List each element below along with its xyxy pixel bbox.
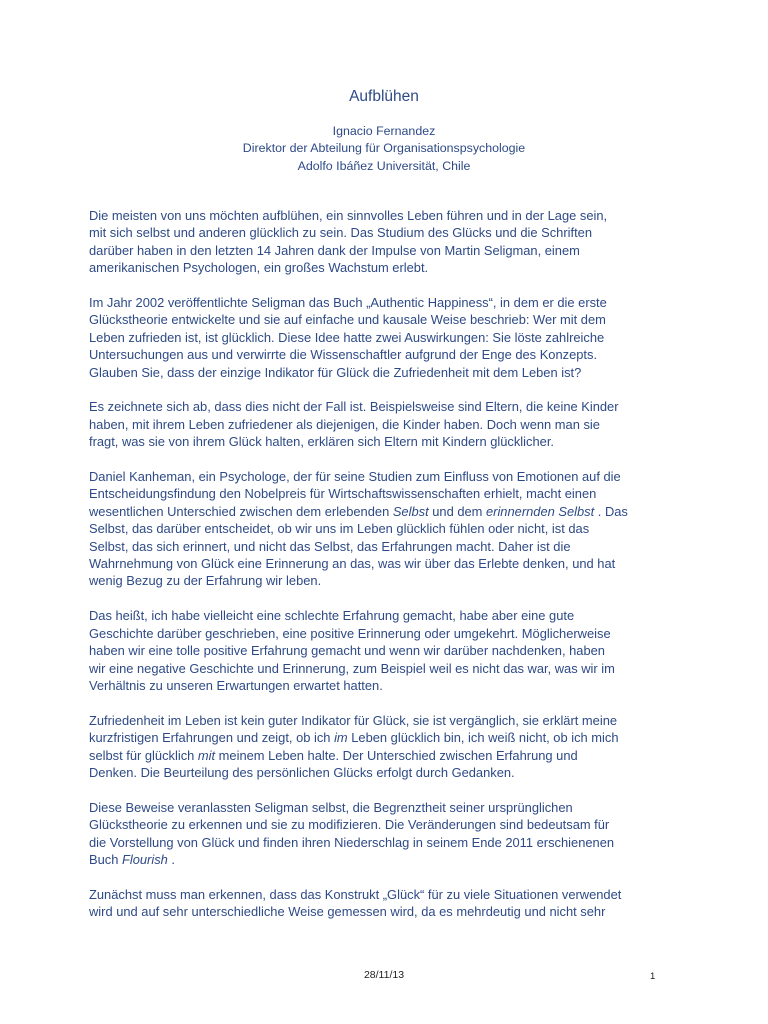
paragraph-line: Glückstheorie entwickelte und sie auf einfache und kausale Weise beschrieb: Wer mit dem bbox=[89, 312, 606, 328]
paragraph bbox=[89, 712, 689, 782]
paragraph-line: wenig Bezug zu der Erfahrung wir leben. bbox=[89, 573, 322, 589]
paragraph bbox=[89, 799, 689, 869]
paragraph-line: Selbst, das darüber entscheidet, ob wir uns im Leben glücklich fühlen oder nicht, ist das bbox=[89, 521, 590, 537]
paragraph bbox=[89, 294, 689, 381]
paragraph-line: Geschichte darüber geschrieben, eine positive Erinnerung oder umgekehrt. Möglicherweise bbox=[89, 625, 611, 641]
paragraph-line: Entscheidungsfindung den Nobelpreis für Wirtschaftswissenschaften erhielt, macht einen bbox=[89, 486, 597, 502]
paragraph-line: Glückstheorie zu erkennen und sie zu modifizieren. Die Veränderungen sind bedeutsam für bbox=[89, 817, 610, 833]
paragraph-line: wird und auf sehr unterschiedliche Weise gemessen wird, da es mehrdeutig und nicht sehr bbox=[89, 904, 606, 920]
paragraph-line: Untersuchungen aus und verwirrte die Wissenschaftler aufgrund der Enge des Konzepts. bbox=[89, 347, 598, 363]
paragraph-line: Daniel Kanheman, ein Psychologe, der für seine Studien zum Einfluss von Emotionen auf die bbox=[89, 469, 621, 485]
paragraph-line: Die meisten von uns möchten aufblühen, ein sinnvolles Leben führen und in der Lage sein, bbox=[89, 208, 608, 223]
paragraph-line: selbst für glücklich mit meinem Leben halte. Der Unterschied zwischen Erfahrung und bbox=[89, 747, 578, 763]
author-institution: Adolfo Ibáñez Universität, Chile bbox=[297, 158, 471, 173]
paragraph-line: Leben zufrieden ist, ist glücklich. Diese Idee hatte zwei Auswirkungen: Sie löste zahlreiche bbox=[89, 329, 605, 345]
paragraph-line: fragt, was sie von ihrem Glück halten, erklären sich Eltern mit Kindern glücklicher. bbox=[89, 434, 554, 450]
author-name: Ignacio Fernandez bbox=[332, 124, 436, 138]
author-block bbox=[0, 123, 768, 175]
document-title: Aufblühen bbox=[349, 88, 419, 105]
paragraph-line: die Vorstellung von Glück und finden ihren Niederschlag in seinem Ende 2011 erschienenen bbox=[89, 834, 615, 850]
paragraph bbox=[89, 468, 689, 590]
body-text bbox=[89, 207, 689, 938]
paragraph-line: haben wir eine tolle positive Erfahrung gemacht und wenn wir darüber nachdenken, haben bbox=[89, 643, 605, 659]
paragraph-line: Buch Flourish . bbox=[89, 851, 175, 867]
paragraph-line: Wahrnehmung von Glück eine Erinnerung an das, was wir über das Erlebte denken, und hat bbox=[89, 556, 616, 572]
paragraph bbox=[89, 398, 689, 450]
paragraph bbox=[89, 207, 689, 277]
paragraph-line: Im Jahr 2002 veröffentlichte Seligman das Buch „Authentic Happiness“, in dem er die erste bbox=[89, 295, 607, 311]
page-number: 1 bbox=[650, 971, 656, 982]
paragraph-line: amerikanischen Psychologen, ein großes Wachstum erlebt. bbox=[89, 260, 429, 276]
paragraph-line: darüber haben in den letzten 14 Jahren dank der Impulse von Martin Seligman, einem bbox=[89, 242, 580, 258]
paragraph-line: wir eine negative Geschichte und Erinnerung, zum Beispiel weil es nicht das war, was wir im bbox=[89, 660, 615, 676]
paragraph-line: haben, mit ihrem Leben zufriedener als diejenigen, die Kinder haben. Doch wenn man sie bbox=[89, 416, 600, 432]
paragraph-line: kurzfristigen Erfahrungen und zeigt, ob ich im Leben glücklich bin, ich weiß nicht, ob ich mich bbox=[89, 730, 619, 746]
footer-date: 28/11/13 bbox=[363, 969, 405, 981]
paragraph-line: Zunächst muss man erkennen, dass das Konstrukt „Glück“ für zu viele Situationen verwendet bbox=[89, 886, 622, 902]
paragraph-line: Glauben Sie, dass der einzige Indikator für Glück die Zufriedenheit mit dem Leben ist? bbox=[89, 364, 582, 380]
paragraph-line: Das heißt, ich habe vielleicht eine schlechte Erfahrung gemacht, habe aber eine gute bbox=[89, 608, 575, 624]
paragraph-line: Selbst, das sich erinnert, und nicht das Selbst, das Erfahrungen macht. Daher ist die bbox=[89, 538, 571, 554]
paragraph-line: Denken. Die Beurteilung des persönlichen Glücks erfolgt durch Gedanken. bbox=[89, 764, 515, 780]
paragraph bbox=[89, 607, 689, 694]
author-position: Direktor der Abteilung für Organisationspsychologie bbox=[242, 141, 526, 156]
paragraph bbox=[89, 886, 689, 921]
paragraph-line: wesentlichen Unterschied zwischen dem erlebenden Selbst und dem erinnernden Selbst . Das bbox=[89, 503, 628, 519]
paragraph-line: mit sich selbst und anderen glücklich zu sein. Das Studium des Glücks und die Schriften bbox=[89, 225, 592, 241]
paragraph-line: Zufriedenheit im Leben ist kein guter Indikator für Glück, sie ist vergänglich, sie erklärt meine bbox=[89, 712, 618, 728]
paragraph-line: Es zeichnete sich ab, dass dies nicht der Fall ist. Beispielsweise sind Eltern, die keine Kinder bbox=[89, 399, 619, 415]
paragraph-line: Diese Beweise veranlassten Seligman selbst, die Begrenztheit seiner ursprünglichen bbox=[89, 799, 573, 815]
paragraph-line: Verhältnis zu unseren Erwartungen erwartet hatten. bbox=[89, 677, 383, 693]
